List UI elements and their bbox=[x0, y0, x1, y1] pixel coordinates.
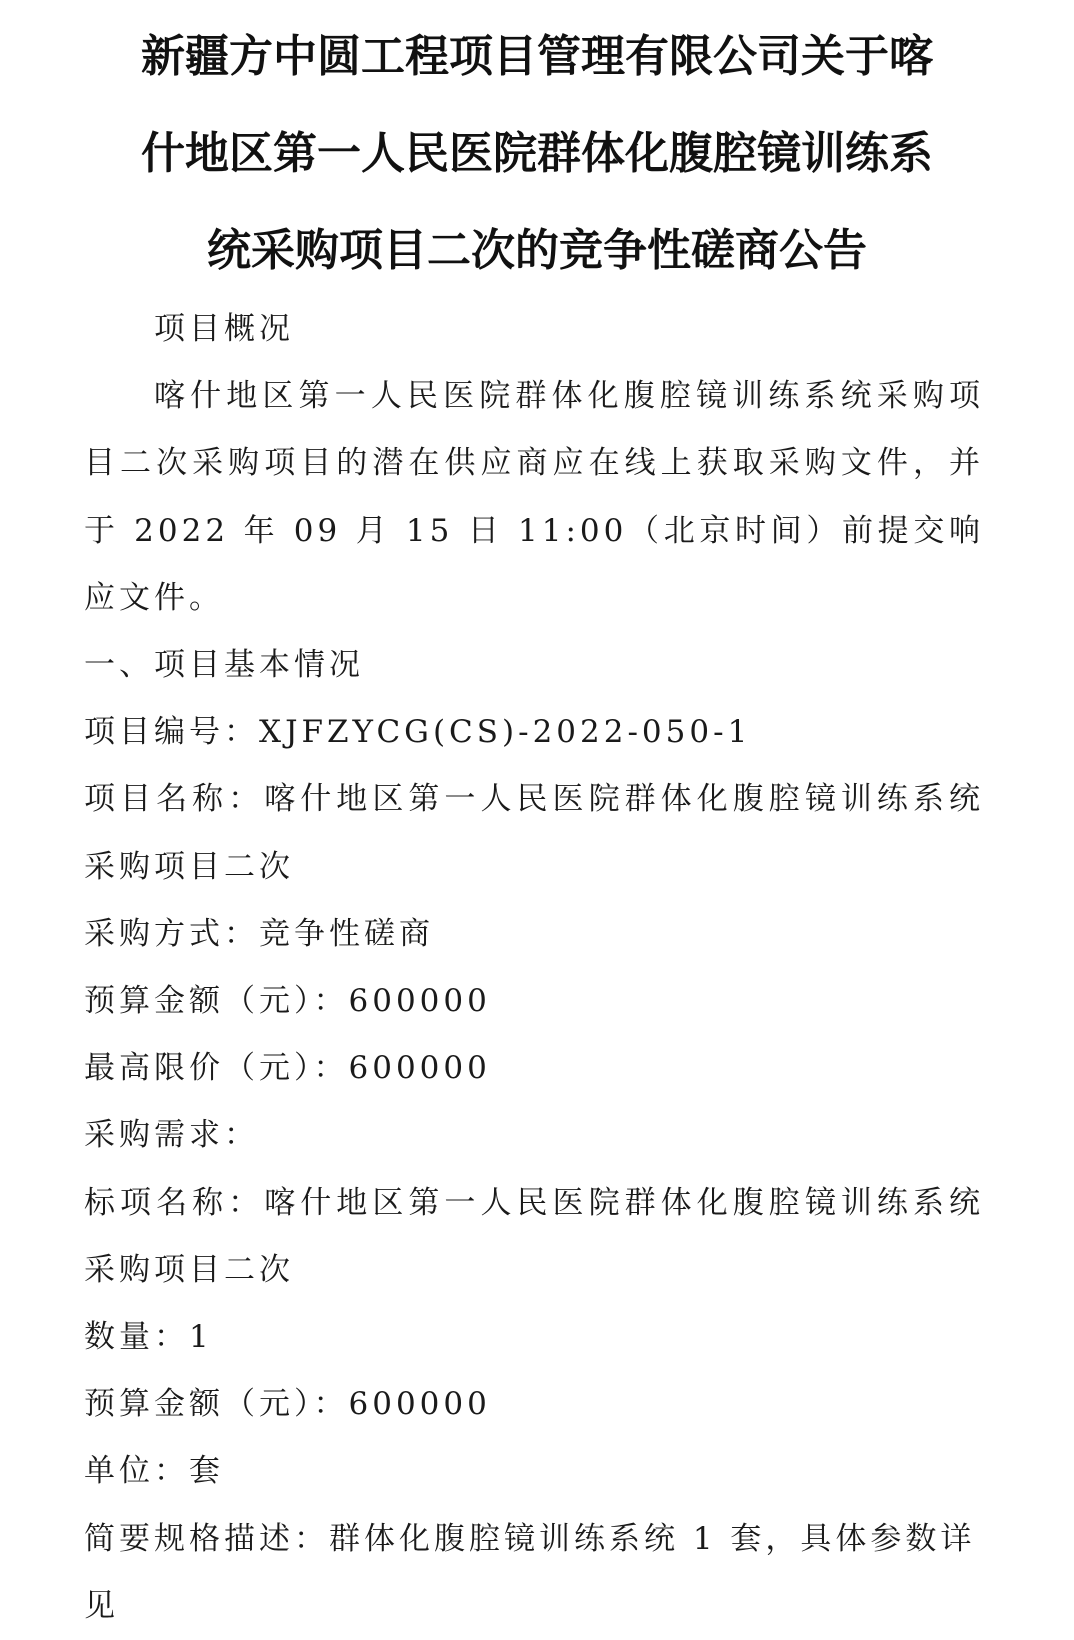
lot-name: 标项名称：喀什地区第一人民医院群体化腹腔镜训练系统采购项目二次 bbox=[84, 1184, 984, 1288]
overview-paragraph: 喀什地区第一人民医院群体化腹腔镜训练系统采购项目二次采购项目的潜在供应商应在线上获取采购文件，并于 2022 年 09 月 15 日 11:00（北京时间）前提交响应文件。 bbox=[84, 378, 984, 616]
project-name: 项目名称：喀什地区第一人民医院群体化腹腔镜训练系统采购项目二次 bbox=[84, 781, 984, 885]
quantity: 数量：1 bbox=[84, 1319, 213, 1356]
project-number: 项目编号：XJFZYCG(CS)-2022-050-1 bbox=[84, 714, 752, 751]
document-title bbox=[60, 8, 1014, 299]
budget-amount: 预算金额（元）：600000 bbox=[84, 983, 491, 1020]
spec-description: 简要规格描述：群体化腹腔镜训练系统 1 套，具体参数详见 bbox=[84, 1520, 976, 1624]
unit: 单位：套 bbox=[84, 1453, 224, 1490]
section-heading-basic-info: 一、项目基本情况 bbox=[84, 647, 364, 684]
title-line-3: 统采购项目二次的竞争性磋商公告 bbox=[207, 225, 867, 276]
requirements-label: 采购需求： bbox=[84, 1117, 259, 1154]
document-body bbox=[84, 296, 984, 1640]
title-line-1: 新疆方中圆工程项目管理有限公司关于喀 bbox=[141, 31, 933, 82]
overview-heading: 项目概况 bbox=[154, 311, 294, 347]
procurement-method: 采购方式：竞争性磋商 bbox=[84, 915, 434, 952]
title-line-2: 什地区第一人民医院群体化腹腔镜训练系 bbox=[141, 128, 933, 179]
max-price: 最高限价（元）：600000 bbox=[84, 1050, 491, 1087]
lot-budget-amount: 预算金额（元）：600000 bbox=[84, 1386, 491, 1423]
